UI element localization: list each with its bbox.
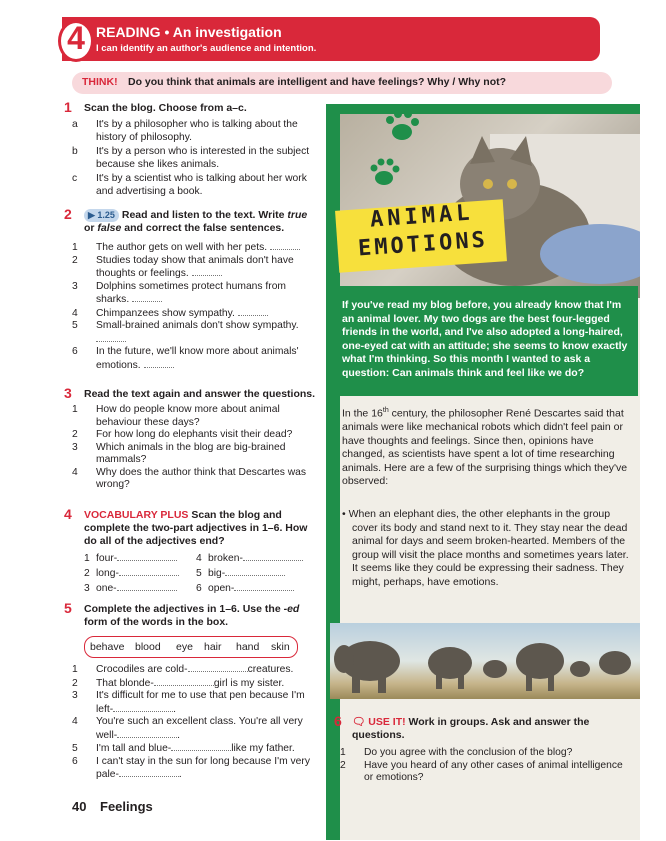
use-it-label: USE IT!	[368, 716, 406, 728]
exercise-2-instruction: ▶ 1.25 Read and listen to the text. Write true or false and correct the false sentences.	[84, 209, 308, 234]
list-item: 6 I can't stay in the sun for long because I'm very pale- .	[72, 755, 310, 780]
exercise-1-instruction: Scan the blog. Choose from a–c.	[84, 102, 247, 114]
exercise-2-number: 2	[64, 206, 72, 222]
section-subtitle: I can identify an author's audience and intention.	[96, 43, 317, 54]
exercise-3-list	[72, 404, 316, 492]
exercise-1-list	[72, 119, 314, 198]
exercise-1-number: 1	[64, 99, 72, 115]
list-item: 5 big-	[196, 567, 285, 581]
page-number: 40	[72, 799, 87, 814]
word-box-item: hand	[236, 641, 260, 653]
list-item: 1 four-	[84, 552, 177, 566]
list-item: 2 Have you heard of any other cases of animal intelligence or emotions?	[340, 759, 623, 783]
list-item: 6 In the future, we'll know more about animals' emotions.	[72, 346, 299, 371]
exercise-3-instruction: Read the text again and answer the questions.	[84, 388, 316, 400]
list-item: 1 Crocodiles are cold- creatures.	[72, 664, 294, 675]
list-item: 2 long-	[84, 567, 179, 581]
blog-title-line-2: EMOTIONS	[357, 227, 489, 262]
list-item: 1 How do people know more about animal behaviour these days?	[72, 404, 280, 428]
blog-bullet: • When an elephant dies, the other elephants in the group cover its body and stand next to it. They stay near the dead animal for days and seem broken-hearted. Members of the group will visit the place months and sometimes years later. It seems like they could be expressing their sadness. They might, perhaps, have emotions.	[342, 508, 629, 588]
section-title: READING • An investigation	[96, 24, 282, 40]
paw-prints-icon	[368, 108, 438, 198]
think-question: Do you think that animals are intelligent and have feelings? Why / Why not?	[128, 76, 507, 88]
list-item: 5 Small-brained animals don't show sympathy.	[84, 320, 316, 346]
word-box-item: skin	[271, 641, 290, 653]
list-item: 2 Studies today show that animals don't have thoughts or feelings.	[72, 254, 294, 279]
list-item: 3 Which animals in the blog are big-brained mammals?	[72, 441, 286, 465]
list-item: b It's by a person who is interested in the subject because she likes animals.	[72, 146, 310, 170]
list-item: 1 Do you agree with the conclusion of the blog?	[340, 747, 573, 758]
list-item: 4 Chimpanzees show sympathy.	[84, 307, 316, 321]
word-box-item: eye	[176, 641, 193, 653]
word-box-item: hair	[204, 641, 222, 653]
exercise-5-number: 5	[64, 600, 72, 616]
list-item: 4 Why does the author think that Descartes was wrong?	[72, 466, 307, 490]
list-item: 5 I'm tall and blue- like my father.	[72, 743, 295, 754]
exercise-5-list	[72, 663, 320, 782]
exercise-3-number: 3	[64, 385, 72, 401]
list-item: 3 It's difficult for me to use that pen because I'm left- .	[72, 690, 305, 715]
list-item: a It's by a philosopher who is talking about the history of philosophy.	[72, 119, 298, 143]
exercise-6-list	[340, 747, 632, 785]
word-box-item: blood	[135, 641, 161, 653]
speech-bubble-icon: 🗨	[352, 716, 366, 728]
list-item: 6 open-	[196, 582, 294, 596]
unit-number: 4	[67, 20, 85, 56]
list-item: 2 That blonde- girl is my sister.	[72, 677, 285, 689]
list-item: 3 one-	[84, 582, 177, 596]
list-item: c It's by a scientist who is talking about her work and advertising a book.	[72, 173, 307, 197]
list-item: 3 Dolphins sometimes protect humans from sharks.	[72, 280, 286, 305]
blog-paragraph: In the 16th century, the philosopher René Descartes said that animals were like mechanical robots which didn't feel pain or have thoughts and feelings. Since then, opinions have changed, as scientists have spent a lot of time researching animals. Here are a few of the surprising things which they've observed:	[342, 407, 628, 487]
list-item: 1 The author gets on well with her pets.	[84, 241, 316, 255]
think-label: THINK!	[82, 76, 118, 88]
exercise-6-instruction: 🗨 USE IT! Work in groups. Ask and answer the questions.	[352, 716, 590, 741]
unit-title: Feelings	[100, 799, 153, 814]
exercise-5-instruction: Complete the adjectives in 1–6. Use the -ed form of the words in the box.	[84, 603, 300, 628]
blog-intro: If you've read my blog before, you already know that I'm an animal lover. My two dogs are the best four-legged friends in the world, and I've also adopted a long-haired, one-eyed cat with an attitude; she seems to know exactly what I'm thinking. So this month I wanted to ask a question: Can animals think and feel like we do?	[342, 299, 628, 379]
list-item: 2 For how long do elephants visit their dead?	[72, 429, 293, 440]
exercise-2-list	[72, 241, 316, 372]
list-item: 4 broken-	[196, 552, 303, 566]
blog-title-line-1: ANIMAL	[369, 200, 475, 233]
elephants-photo	[330, 623, 640, 699]
vocabulary-plus-label: VOCABULARY PLUS	[84, 509, 189, 521]
audio-track-badge[interactable]: ▶ 1.25	[84, 209, 119, 222]
exercise-4-instruction: VOCABULARY PLUS Scan the blog and complete the two-part adjectives in 1–6. How do all of the adjectives end?	[84, 509, 308, 547]
list-item: 4 You're such an excellent class. You're all very well- .	[72, 716, 303, 741]
exercise-4-number: 4	[64, 506, 72, 522]
exercise-6-number: 6	[334, 713, 342, 729]
word-box-item: behave	[90, 641, 125, 653]
